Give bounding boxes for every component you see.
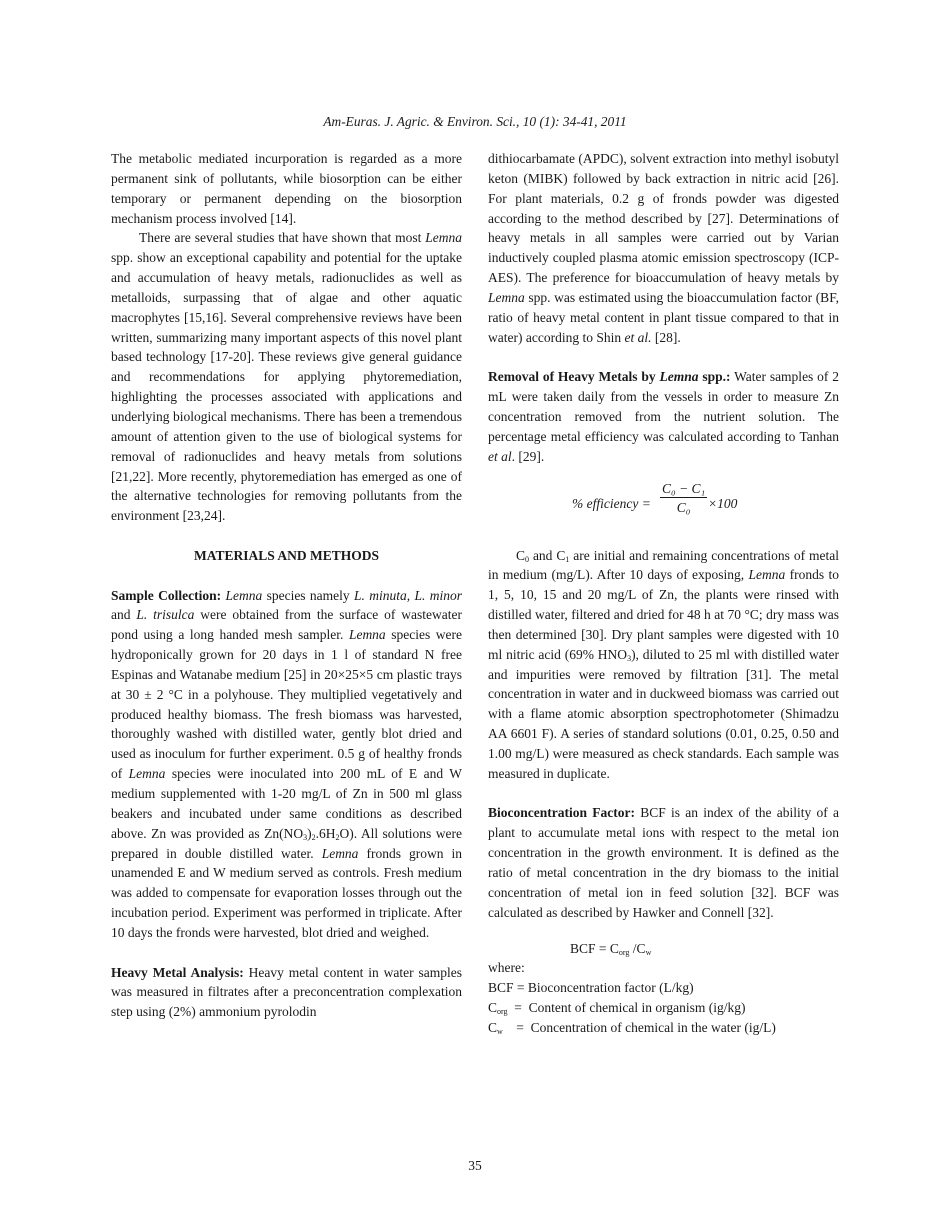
page-number: 35 [468, 1158, 482, 1173]
spacer [111, 943, 462, 963]
paragraph-lemna-studies: There are several studies that have shown that most Lemna spp. show an exceptional capability and potential for the uptake and accumulation of heavy metals, radionuclides as well as metalloids, surpassing that of algae and other aquatic macrophytes [15,16]. Several comprehensive reviews have been written, summarizing many important aspects of this novel plant based technology [17-20]. These reviews give general guidance and recommendations for applying phytoremediation, highlighting the processes associated with applications and underlying biological mechanisms. There has been a tremendous amount of attention given to the use of biological systems for removal of radionuclides and heavy metals from solutions [21,22]. More recently, phytoremediation has emerged as one of the alternative technologies for removing pollutants from the environment [23,24]. [111, 230, 462, 524]
formula-multiplier: ×100 [708, 495, 738, 511]
right-column [488, 149, 839, 1038]
running-header: Am-Euras. J. Agric. & Environ. Sci., 10 (1): 34-41, 2011 [323, 114, 627, 129]
definition-where: where: [488, 960, 525, 976]
spacer [488, 784, 839, 804]
formula-numerator: C₀ − C₁ [662, 480, 706, 496]
definition-cw: $C_w$ = Concentration of chemical in the water (ig/L) [488, 1019, 776, 1036]
run-in-heading: Removal of Heavy Metals by Lemna spp.: [488, 369, 731, 385]
genus-name: Lemna [425, 230, 462, 246]
spacer [488, 347, 839, 367]
paragraph-concentrations: $C_0$ and $C_1$ are initial and remaining concentrations of metal in medium (mg/L). After 10 days of exposing, Lemna fronds to 1, 5, 10, 15 and 20 mg/L of Zn, the plants were rinsed with distilled water, filtered and dried for 48 h at 70 °C; dry mass was then determined [30]. Dry plant samples were digested with 10 ml nitric acid (69% $HNO_3$), diluted to 25 ml with distilled water and impurities were removed by filtration [31]. The metal concentration in water and in duckweed biomass was carried out with a flame atomic absorption spectrophotometer (Shimadzu AA 6601 F). A series of standard solutions (0.01, 0.25, 0.50 and 1.00 mg/L) were measured as check standards. Each sample was measured in duplicate. [488, 547, 840, 781]
formula-denominator: C₀ [676, 499, 691, 515]
run-in-heading: Heavy Metal Analysis: [111, 964, 244, 980]
paragraph-removal: Removal of Heavy Metals by Lemna spp.: Water samples of 2 mL were taken daily from the vessels in order to measure Zn concentration removed from the nutrient solution. The percentage metal efficiency was calculated according to Tanhan et al. [29]. [488, 369, 840, 464]
paragraph-apdc: dithiocarbamate (APDC), solvent extraction into methyl isobutyl keton (MIBK) followed by back extraction in nitric acid [26]. For plant materials, 0.2 g of fronds powder was digested according to the method described by [27]. Determinations of heavy metals in all samples were carried out by Varian inductively coupled plasma atomic emission spectroscopy (ICP-AES). The preference for bioaccumulation of heavy metals by Lemna spp. was estimated using the bioaccumulation factor (BF, ratio of heavy metal content in plant tissue compared to that in water) according to Shin et al. [28]. [488, 151, 839, 345]
paragraph-sample-collection: Sample Collection: Lemna species namely L. minuta, L. minor and L. trisulca were obtained from the surface of wastewater pond using a long handed mesh sampler. Lemna species were hydroponically grown for 20 days in 1 l of standard N free Espinas and Watanabe medium [25] in 20×25×5 cm plastic trays at 30 ± 2 °C in a polyhouse. They multiplied vegetatively and produced healthy biomass. The fresh biomass was harvested, thoroughly washed with distilled water, gently blot dried and used as inoculum for further experiment. 0.5 g of healthy fronds of Lemna species were inoculated into 200 mL of E and W medium supplemented with 1-20 mg/L of Zn in 500 ml glass beakers and incubated under same conditions as described above. Zn was provided as $Zn(NO_3)_2.6H_2O$). All solutions were prepared in double distilled water. Lemna fronds grown in unamended E and W medium served as controls. Fresh medium was added to compensate for evaporation losses through out the incubation period. Experiment was performed in triplicate. After 10 days the fronds were harvested, blot dried and weighed. [111, 587, 463, 940]
definition-corg: $C_{org}$ = Content of chemical in organism (ig/kg) [488, 1000, 746, 1017]
run-in-heading: Bioconcentration Factor: [488, 805, 635, 821]
left-column [111, 149, 462, 1022]
paragraph-biosorption: The metabolic mediated incurporation is regarded as a more permanent sink of pollutants, while biosorption can be either temporary or permanent depending on the biosorption mechanism process involved [14]. [111, 151, 462, 226]
bcf-formula: BCF = $C_{org}$ $/C_w$ [570, 940, 652, 957]
formula-fraction [660, 480, 707, 517]
formula-lhs: % efficiency = [572, 495, 651, 511]
citation-etal: et al. [624, 329, 652, 345]
paragraph-heavy-metal-analysis: Heavy Metal Analysis: Heavy metal content in water samples was measured in filtrates after a preconcentration complexation step using (2%) ammonium pyrolodin [111, 964, 462, 1020]
efficiency-formula [488, 476, 839, 536]
run-in-heading: Sample Collection: [111, 587, 222, 603]
section-heading-materials-methods: MATERIALS AND METHODS [193, 547, 380, 563]
paragraph-bcf: Bioconcentration Factor: BCF is an index of the ability of a plant to accumulate metal ions with respect to the metal ion concentration in the growth environment. It is defined as the ratio of metal concentration in the dry biomass to the initial concentration of metal ion in feed solution [32]. BCF was calculated as described by Hawker and Connell [32]. [488, 805, 839, 920]
formula-definitions [488, 958, 839, 1037]
definition-bcf: BCF = Bioconcentration factor (L/kg) [488, 980, 694, 996]
